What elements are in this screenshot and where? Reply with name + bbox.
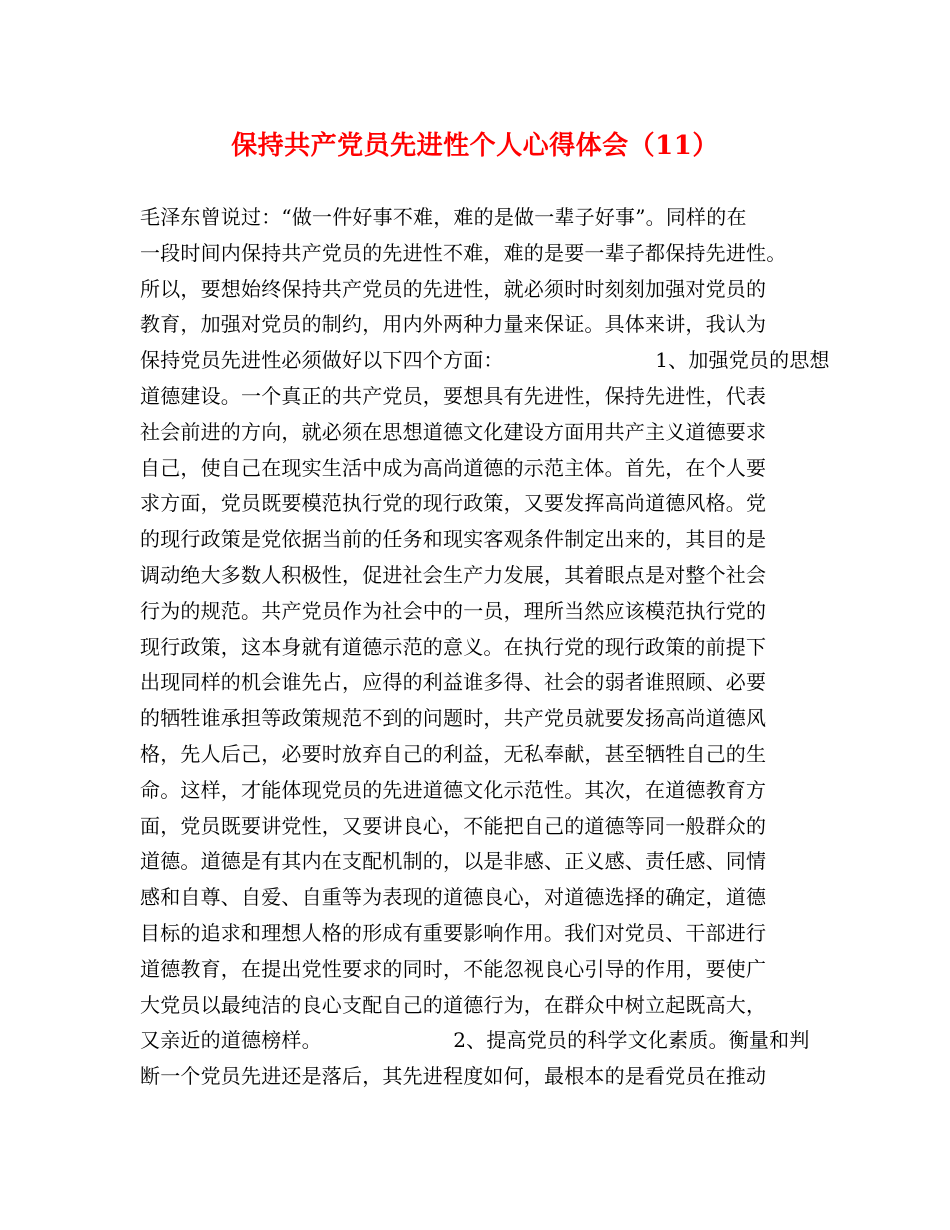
body-line: 断一个党员先进还是落后，其先进程度如何，最根本的是看党员在推动 xyxy=(140,1064,767,1089)
body-line: 大党员以最纯洁的良心支配自己的道德行为，在群众中树立起既高大， xyxy=(140,992,767,1017)
body-line: 道德建设。一个真正的共产党员，要想具有先进性，保持先进性，代表 xyxy=(140,383,767,408)
body-line: 毛泽东曾说过：“做一件好事不难，难的是做一辈子好事”。同样的在 xyxy=(140,205,747,229)
body-line: 保持党员先进性必须做好以下四个方面： 1、加强党员的思想 xyxy=(140,348,830,373)
body-line: 目标的追求和理想人格的形成有重要影响作用。我们对党员、干部进行 xyxy=(140,920,767,945)
body-line: 社会前进的方向，就必须在思想道德文化建设方面用共产主义道德要求 xyxy=(140,419,767,444)
body-line: 出现同样的机会谁先占，应得的利益谁多得、社会的弱者谁照顾、必要 xyxy=(140,670,767,695)
body-line: 所以，要想始终保持共产党员的先进性，就必须时时刻刻加强对党员的 xyxy=(140,276,767,301)
body-line: 行为的规范。共产党员作为社会中的一员，理所当然应该模范执行党的 xyxy=(140,598,767,623)
body-line: 教育，加强对党员的制约，用内外两种力量来保证。具体来讲，我认为 xyxy=(140,312,767,337)
body-line: 道德教育，在提出党性要求的同时，不能忽视良心引导的作用，要使广 xyxy=(140,956,767,981)
body-line: 自己，使自己在现实生活中成为高尚道德的示范主体。首先，在个人要 xyxy=(140,455,767,480)
body-line: 的牺牲谁承担等政策规范不到的问题时，共产党员就要发扬高尚道德风 xyxy=(140,706,767,731)
body-line: 面，党员既要讲党性，又要讲良心，不能把自己的道德等同一般群众的 xyxy=(140,813,767,838)
document-title: 保持共产党员先进性个人心得体会（11） xyxy=(231,131,719,161)
body-line: 又亲近的道德榜样。 2、提高党员的科学文化素质。衡量和判 xyxy=(140,1028,810,1053)
body-line: 命。这样，才能体现党员的先进道德文化示范性。其次，在道德教育方 xyxy=(140,777,767,802)
body-line: 一段时间内保持共产党员的先进性不难，难的是要一辈子都保持先进性。 xyxy=(140,240,787,265)
body-line: 感和自尊、自爱、自重等为表现的道德良心，对道德选择的确定，道德 xyxy=(140,885,767,910)
body-line: 现行政策，这本身就有道德示范的意义。在执行党的现行政策的前提下 xyxy=(140,634,767,659)
document-body xyxy=(140,200,840,1095)
body-line: 的现行政策是党依据当前的任务和现实客观条件制定出来的，其目的是 xyxy=(140,527,767,552)
body-line: 道德。道德是有其内在支配机制的，以是非感、正义感、责任感、同情 xyxy=(140,849,767,874)
body-line: 格，先人后己，必要时放弃自己的利益，无私奉献，甚至牺牲自己的生 xyxy=(140,741,767,766)
body-line: 调动绝大多数人积极性，促进社会生产力发展，其着眼点是对整个社会 xyxy=(140,562,767,587)
body-line: 求方面，党员既要模范执行党的现行政策，又要发挥高尚道德风格。党 xyxy=(140,491,767,516)
